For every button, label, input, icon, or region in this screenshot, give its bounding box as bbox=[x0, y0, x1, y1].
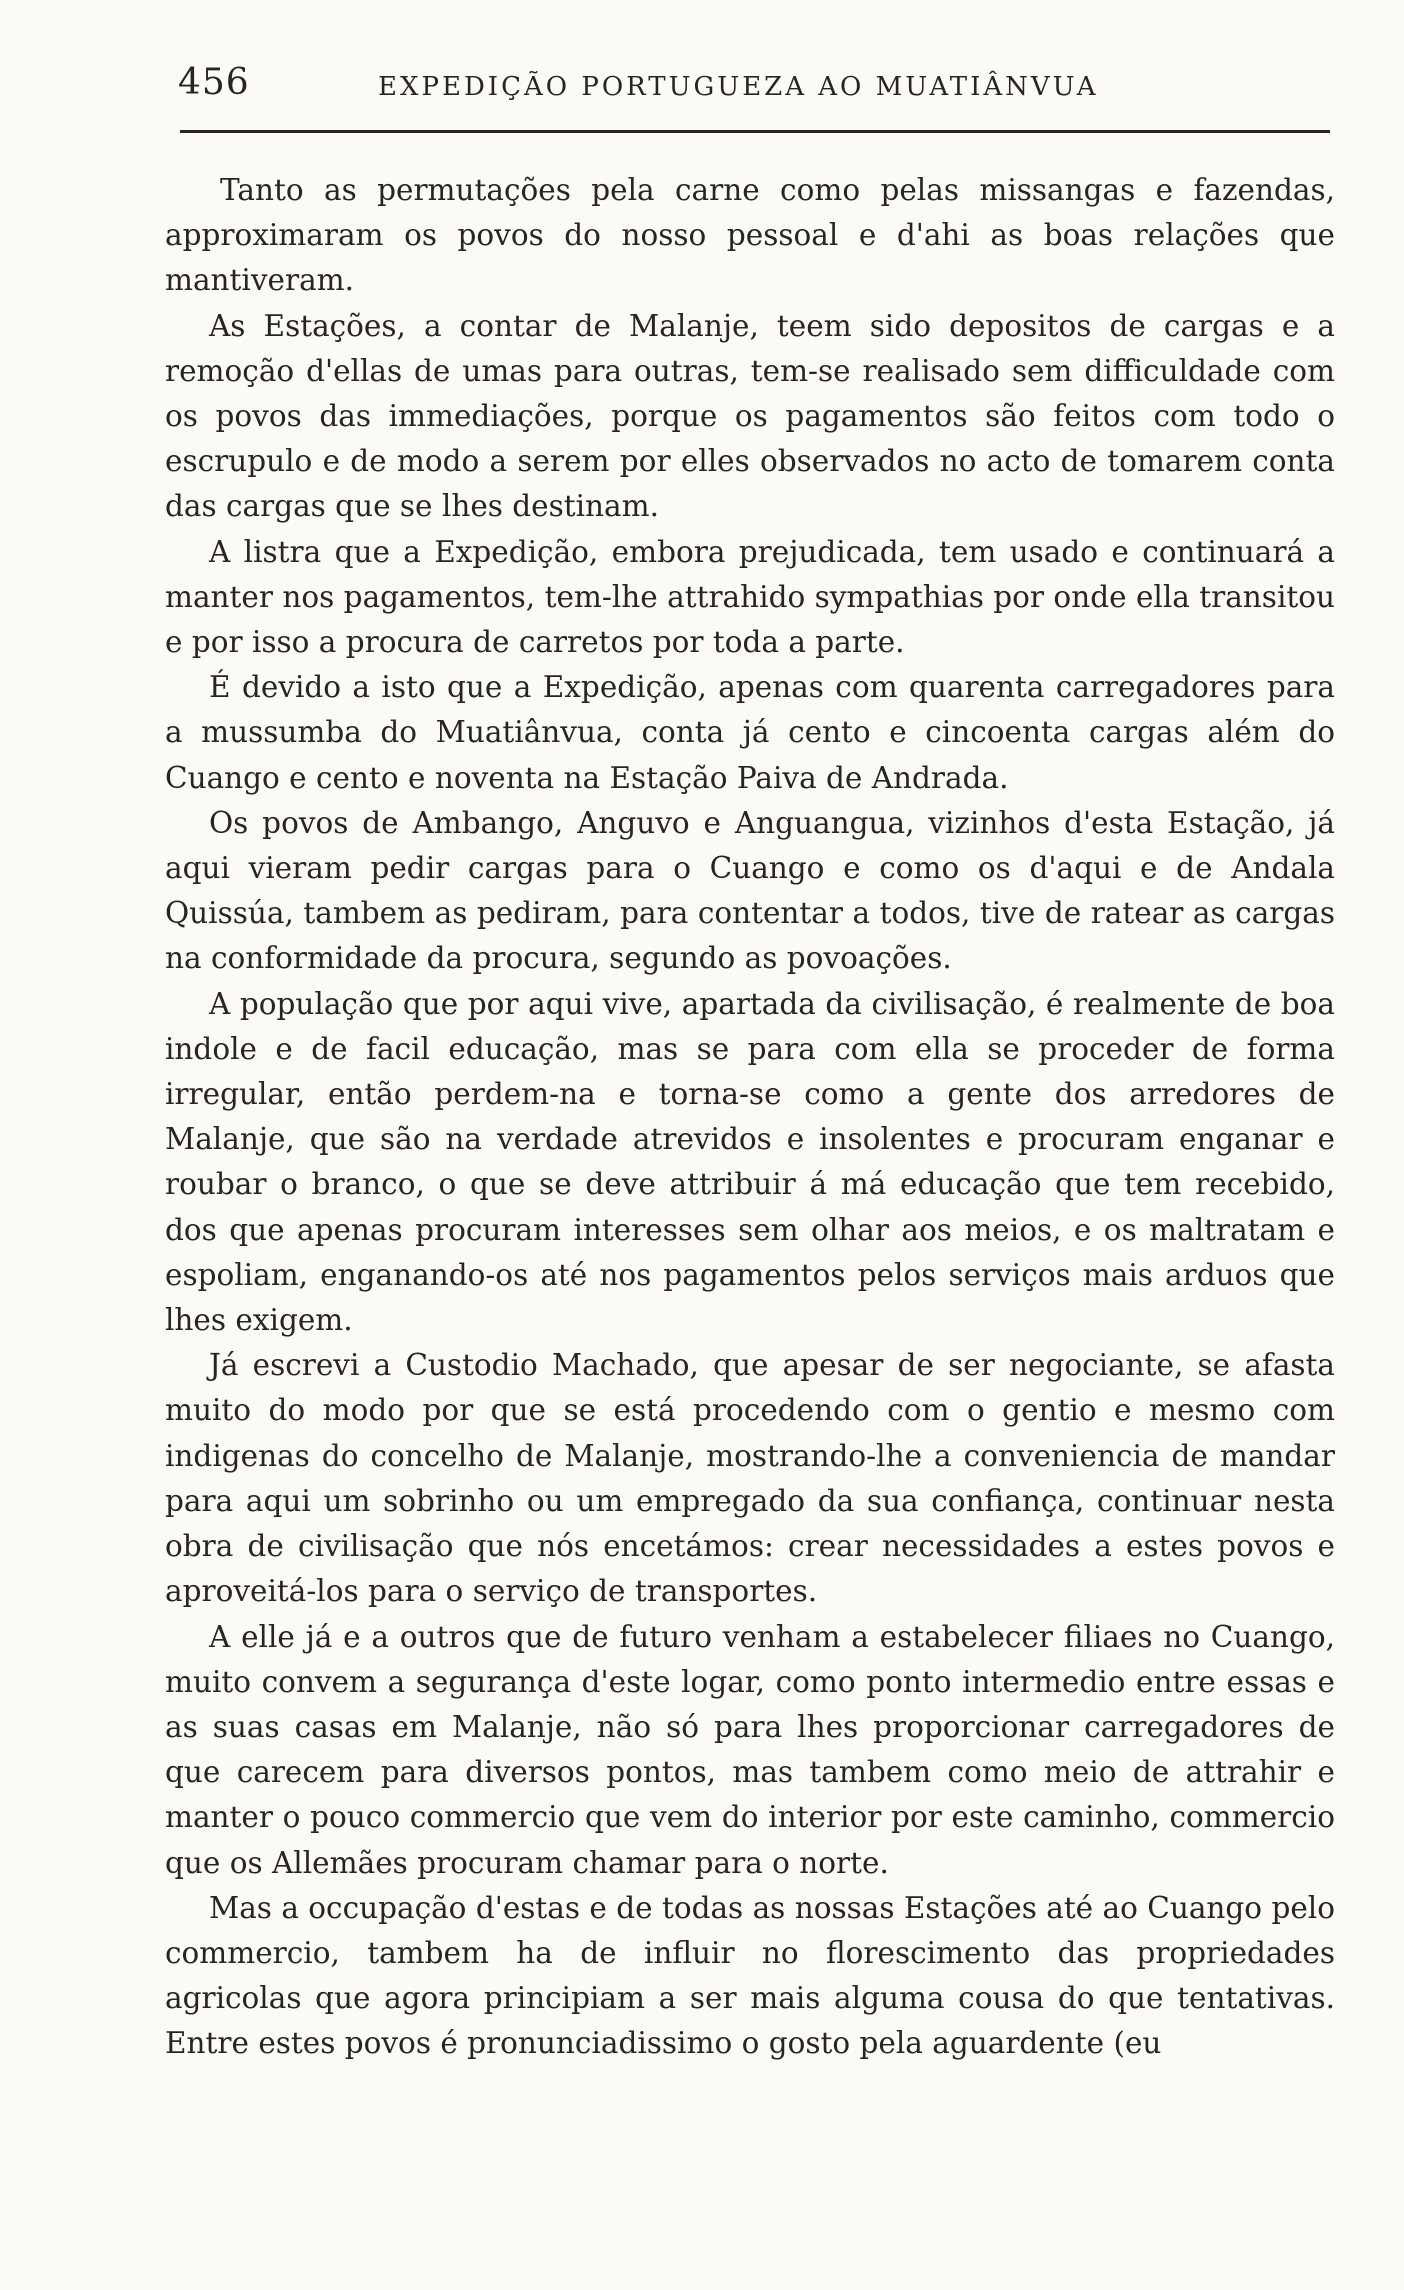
page-number: 456 bbox=[178, 62, 250, 103]
paragraph: Mas a occupação d'estas e de todas as nossas Estações até ao Cuango pelo commercio, tambem ha de influir no florescimento das propriedades agricolas que agora principiam a ser mais alguma cousa do que tentativas. Entre estes povos é pronunciadissimo o gosto pela aguardente (eu bbox=[165, 1890, 1335, 2061]
paragraph: A população que por aqui vive, apartada da civilisação, é realmente de boa indole e de facil educação, mas se para com ella se proceder de forma irregular, então perdem-na e torna-se como a gente dos arredores de Malanje, que são na verdade atrevidos e insolentes e procuram enganar e roubar o branco, o que se deve attribuir á má educação que tem recebido, dos que apenas procuram interesses sem olhar aos meios, e os maltratam e espoliam, enganando-os até nos pagamentos pelos serviços mais arduos que lhes exigem. bbox=[165, 986, 1335, 1338]
paragraph: Já escrevi a Custodio Machado, que apesar de ser negociante, se afasta muito do modo por que se está procedendo com o gentio e mesmo com indigenas do concelho de Malanje, mostrando-lhe a conveniencia de mandar para aqui um sobrinho ou um empregado da sua confiança, continuar nesta obra de civilisação que nós encetámos: crear necessidades a estes povos e aproveitá-los para o serviço de transportes. bbox=[165, 1348, 1335, 1609]
paragraph: É devido a isto que a Expedição, apenas com quarenta carregadores para a mussumba do Muatiânvua, conta já cento e cincoenta cargas além do Cuango e cento e noventa na Estação Paiva de Andrada. bbox=[165, 670, 1335, 795]
paragraph: Os povos de Ambango, Anguvo e Anguangua, vizinhos d'esta Estação, já aqui vieram pedir cargas para o Cuango e como os d'aqui e de Andala Quissúa, tambem as pediram, para contentar a todos, tive de ratear as cargas na conformidade da procura, segundo as povoações. bbox=[165, 805, 1335, 976]
paragraph: A elle já e a outros que de futuro venham a estabelecer filiaes no Cuango, muito convem a segurança d'este logar, como ponto intermedio entre essas e as suas casas em Malanje, não só para lhes proporcionar carregadores de que carecem para diversos pontos, mas tambem como meio de attrahir e manter o pouco commercio que vem do interior por este caminho, commercio que os Allemães procuram chamar para o norte. bbox=[165, 1619, 1335, 1880]
running-title: EXPEDIÇÃO PORTUGUEZA AO MUATIÂNVUA bbox=[378, 72, 1099, 102]
paragraph: Tanto as permutações pela carne como pelas missangas e fazendas, approximaram os povos do nosso pessoal e d'ahi as boas relações que mantiveram. bbox=[165, 173, 1335, 298]
paragraph: A listra que a Expedição, embora prejudicada, tem usado e continuará a manter nos pagamentos, tem-lhe attrahido sympathias por onde ella transitou e por isso a procura de carretos por toda a parte. bbox=[165, 534, 1335, 660]
header-rule bbox=[180, 130, 1330, 133]
page-header bbox=[178, 62, 1328, 114]
body-text bbox=[165, 168, 1335, 2067]
paragraph: As Estações, a contar de Malanje, teem sido depositos de cargas e a remoção d'ellas de umas para outras, tem-se realisado sem difficuldade com os povos das immediações, porque os pagamentos são feitos com todo o escrupulo e de modo a serem por elles observados no acto de tomarem conta das cargas que se lhes destinam. bbox=[165, 308, 1335, 524]
